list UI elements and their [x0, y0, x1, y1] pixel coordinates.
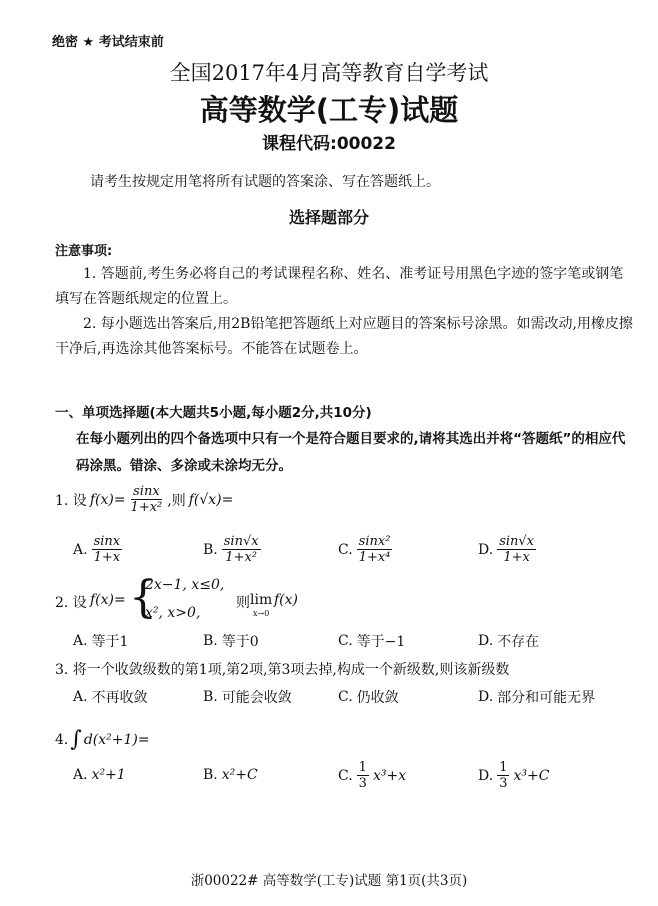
option-numerator: sinx	[93, 534, 121, 549]
subject-title: 高等数学(工专)试题	[199, 93, 459, 127]
q1-option-a[interactable]	[73, 534, 122, 565]
option-denominator: 1+x	[93, 550, 121, 565]
question-1	[55, 484, 233, 515]
q2-case-2: x², x>0,	[145, 605, 201, 621]
q1-option-d[interactable]	[478, 534, 536, 565]
q3-option-b[interactable]	[203, 687, 292, 707]
q2-fx: f(x)=	[90, 592, 126, 608]
option-label: A.	[73, 767, 88, 783]
option-label: C.	[338, 767, 353, 784]
option-label: A.	[73, 633, 88, 649]
option-text: x²+1	[91, 767, 126, 783]
q2-prefix: 2. 设	[55, 595, 87, 611]
option-fraction	[222, 534, 261, 565]
page-footer: 浙00022# 高等数学(工专)试题 第1页(共3页)	[190, 873, 468, 889]
q2-lim: lim	[250, 592, 273, 608]
q2-option-c[interactable]	[338, 631, 405, 651]
note-item-1: 1. 答题前,考生务必将自己的考试课程名称、姓名、准考证号用黑色字迹的签字笔或钢笔填写在答题纸规定的位置上。	[55, 266, 624, 307]
option-fraction	[357, 534, 393, 565]
section-description: 在每小题列出的四个备选项中只有一个是符合题目要求的,请将其选出并将“答题纸”的相应代码涂黑。错涂、多涂或未涂均无分。	[76, 431, 626, 474]
part-title: 选择题部分	[288, 208, 369, 227]
q4-option-c[interactable]	[338, 760, 406, 791]
q2-lim-fx: f(x)	[274, 592, 299, 608]
q2-case-1: 2x−1, x≤0,	[145, 577, 225, 593]
option-coef	[497, 760, 509, 791]
option-text: x³+x	[372, 767, 407, 784]
option-text: 仍收敛	[356, 690, 399, 706]
option-coef-den: 3	[499, 776, 508, 791]
q2-suffix: 则	[236, 595, 250, 611]
q1-fraction	[129, 484, 165, 515]
option-coef	[357, 760, 369, 791]
option-label: A.	[73, 541, 88, 558]
q2-lim-sub: x→0	[253, 609, 270, 618]
confidential-label: 绝密 ★ 考试结束前	[52, 35, 164, 50]
integral-sign: ∫	[70, 727, 82, 752]
exam-title: 全国2017年4月高等教育自学考试	[169, 61, 489, 85]
option-label: C.	[338, 689, 353, 705]
option-text: x³+C	[513, 767, 550, 784]
q2-option-a[interactable]	[73, 631, 128, 651]
q4-prefix: 4.	[55, 731, 69, 748]
q4-option-a[interactable]	[73, 767, 126, 783]
q4-option-d[interactable]	[478, 760, 549, 791]
option-label: A.	[73, 689, 88, 705]
option-text: 等于1	[91, 634, 129, 650]
piecewise-brace: {	[129, 572, 157, 623]
option-denominator: 1+x	[503, 550, 530, 565]
option-coef-num: 1	[358, 760, 367, 775]
answer-instruction: 请考生按规定用笔将所有试题的答案涂、写在答题纸上。	[90, 174, 440, 190]
option-label: D.	[478, 633, 494, 649]
q1-suffix: ,则	[167, 492, 186, 509]
option-label: B.	[203, 541, 218, 558]
option-text: 不再收敛	[91, 690, 148, 706]
q1-fx: f(x)=	[89, 491, 126, 508]
option-numerator: sin√x	[499, 534, 535, 549]
q2-option-d[interactable]	[478, 631, 539, 651]
option-label: B.	[203, 689, 218, 705]
option-label: D.	[478, 689, 494, 705]
option-label: D.	[478, 767, 494, 784]
note-item-2: 2. 每小题选出答案后,用2B铅笔把答题纸上对应题目的答案标号涂黑。如需改动,用橡皮擦干净后,再选涂其他答案标号。不能答在试题卷上。	[55, 316, 633, 357]
option-numerator: sinx²	[358, 534, 391, 549]
option-label: C.	[338, 541, 353, 558]
option-text: 不存在	[497, 634, 540, 650]
option-text: 部分和可能无界	[497, 690, 596, 706]
q4-expr: d(x²+1)=	[83, 731, 150, 748]
option-label: B.	[203, 767, 218, 783]
option-numerator: sin√x	[223, 534, 259, 549]
q2-option-b[interactable]	[203, 631, 259, 651]
option-fraction	[92, 534, 123, 565]
q3-option-c[interactable]	[338, 687, 399, 707]
option-label: C.	[338, 633, 353, 649]
option-label: D.	[478, 541, 494, 558]
question-3: 3. 将一个收敛级数的第1项,第2项,第3项去掉,构成一个新级数,则该新级数	[55, 662, 510, 678]
option-fraction	[497, 534, 536, 565]
course-code: 课程代码:00022	[262, 134, 396, 154]
q3-option-d[interactable]	[478, 687, 595, 707]
option-text: 可能会收敛	[221, 690, 292, 706]
section-heading: 一、单项选择题(本大题共5小题,每小题2分,共10分)	[55, 405, 372, 421]
option-label: B.	[203, 633, 218, 649]
option-text: x²+C	[221, 767, 258, 783]
option-text: 等于0	[221, 634, 259, 650]
question-4	[55, 727, 150, 752]
q1-numerator: sinx	[133, 484, 160, 499]
q1-denominator: 1+x²	[130, 500, 163, 515]
q3-option-a[interactable]	[73, 687, 148, 707]
q1-option-b[interactable]	[203, 534, 261, 565]
q4-option-b[interactable]	[203, 767, 258, 783]
option-coef-num: 1	[499, 760, 508, 775]
q1-ask: f(√x)=	[188, 491, 234, 508]
q1-option-c[interactable]	[338, 534, 392, 565]
option-text: 等于−1	[356, 634, 406, 650]
notes-heading: 注意事项:	[55, 244, 113, 259]
option-coef-den: 3	[358, 776, 367, 791]
option-denominator: 1+x⁴	[358, 550, 391, 565]
q1-prefix: 1. 设	[55, 492, 87, 509]
option-denominator: 1+x²	[225, 550, 258, 565]
